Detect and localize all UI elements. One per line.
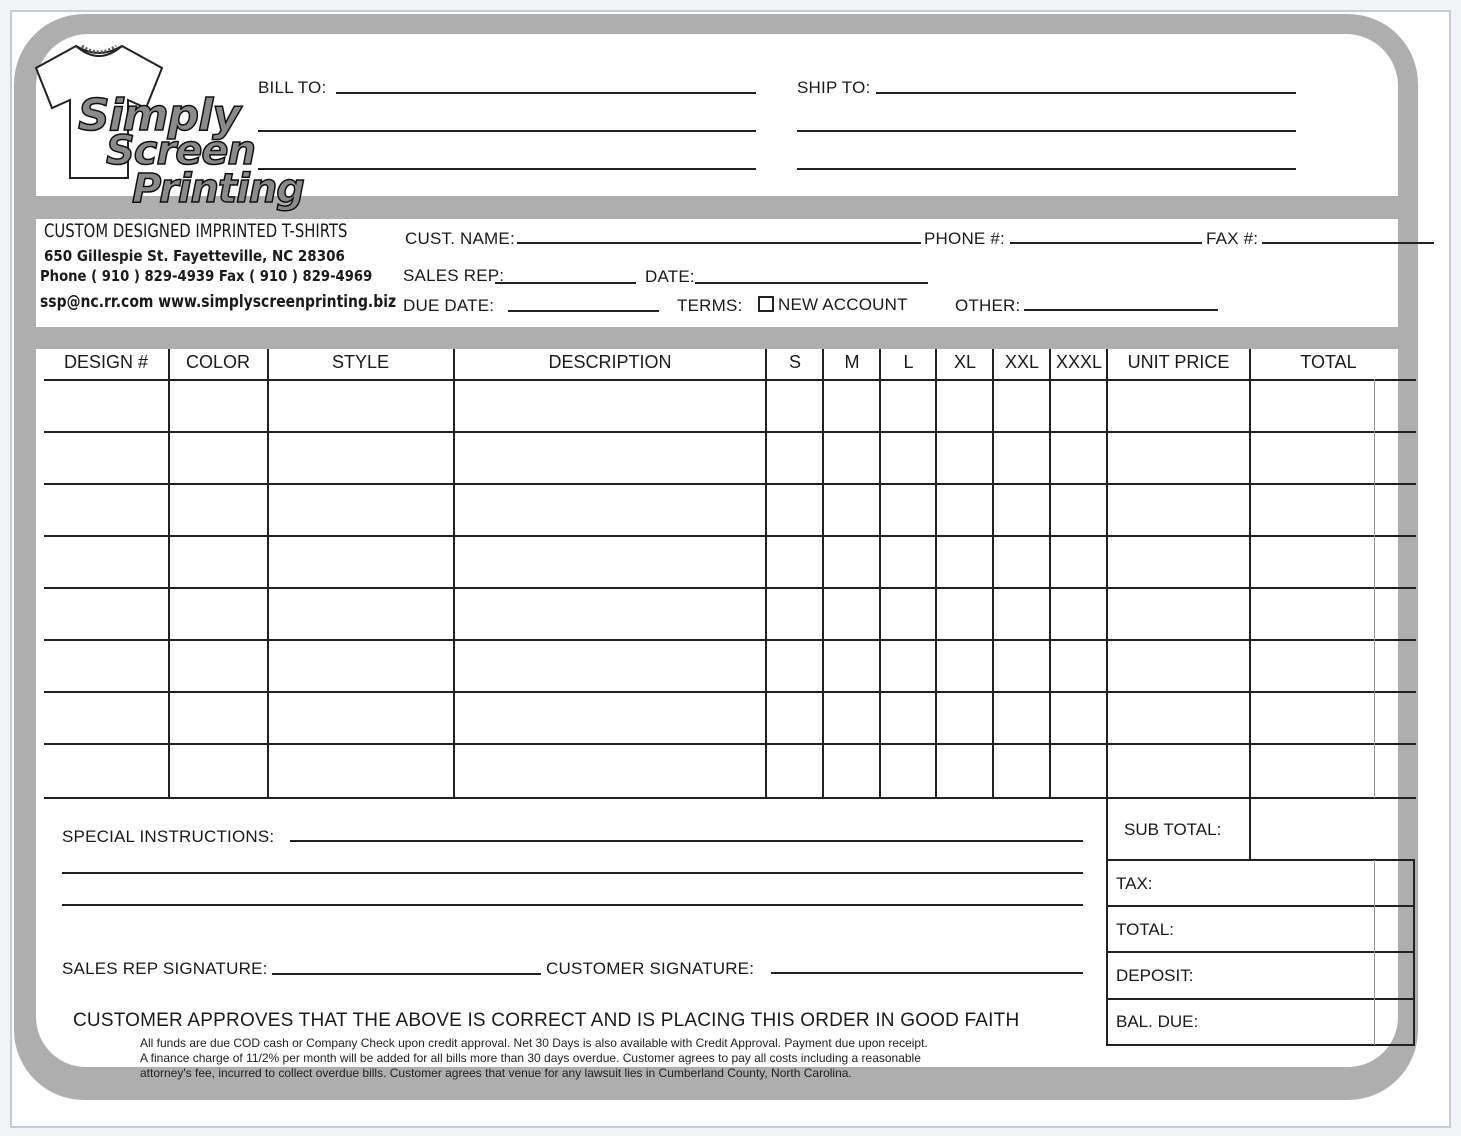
cust-name-line[interactable] [517,242,921,244]
sales-rep-signature-label: SALES REP SIGNATURE: [62,959,268,978]
ship-to-line-2[interactable] [797,130,1296,132]
cents-divider [1374,860,1375,1045]
col-header-description: DESCRIPTION [548,352,672,372]
new-account-checkbox[interactable] [758,295,908,315]
table-row[interactable] [44,431,1416,433]
business-email-web: ssp@nc.rr.com www.simplyscreenprinting.biz [40,292,397,312]
cents-divider [1374,379,1375,798]
totals-rule [1106,905,1415,907]
table-row[interactable] [44,587,1416,589]
totals-rule [1106,1044,1415,1046]
col-header-s: S [788,352,801,372]
table-row[interactable] [44,483,1416,485]
special-instructions-line-3[interactable] [62,904,1083,906]
col-header-style: STYLE [331,352,390,372]
fine-print-line: attorney's fee, incurred to collect overdue bills. Customer agrees that venue for any lawsuit lies in Cumberland County, North Carolina. [140,1066,852,1080]
sub-total-label: SUB TOTAL: [1124,820,1222,839]
customer-signature-label: CUSTOMER SIGNATURE: [546,959,755,978]
other-label: OTHER: [955,296,1021,315]
col-divider [992,349,994,798]
col-header-xl: XL [953,352,977,372]
col-divider [453,349,455,798]
totals-rule [1106,859,1415,861]
ship-to-line-1[interactable] [876,92,1296,94]
due-date-label: DUE DATE: [403,296,495,315]
bal-due-label: BAL. DUE: [1116,1012,1199,1031]
col-header-xxl: XXL [1004,352,1040,372]
sales-rep-line[interactable] [495,282,636,284]
customer-signature-line[interactable] [771,972,1083,974]
col-header-color: COLOR [185,352,250,372]
logo-line-printing: Printing [132,166,304,212]
bill-to-line-2[interactable] [258,130,756,132]
col-divider [822,349,824,798]
bill-to-line-3[interactable] [258,168,756,170]
table-header-rule [44,379,1416,381]
totals-rule [1106,998,1415,1000]
checkbox-icon[interactable] [758,296,774,312]
logo-line-simply: Simply [78,90,240,141]
sales-rep-label: SALES REP: [403,266,505,285]
totals-rule [1106,951,1415,953]
col-divider [1249,349,1251,860]
cust-name-label: CUST. NAME: [405,229,515,248]
due-date-line[interactable] [508,310,659,312]
date-label: DATE: [645,267,695,286]
logo-line-screen: Screen [106,128,255,174]
terms-label: TERMS: [677,296,743,315]
deposit-label: DEPOSIT: [1116,966,1194,985]
table-row[interactable] [44,743,1416,745]
col-divider [1049,349,1051,798]
date-line[interactable] [695,282,928,284]
table-row[interactable] [44,691,1416,693]
col-divider [1106,349,1108,798]
col-header-l: L [903,352,914,372]
phone-label: PHONE #: [924,229,1005,248]
fine-print [140,1036,1040,1081]
fine-print-line: A finance charge of 11/2% per month will be added for all bills more than 30 days overdue. Customer agrees to pay all costs including a reasonable [140,1051,921,1065]
bill-to-line-1[interactable] [336,92,756,94]
special-instructions-line-1[interactable] [290,840,1083,842]
sales-rep-signature-line[interactable] [272,973,541,975]
total-label: TOTAL: [1116,920,1174,939]
phone-line[interactable] [1010,242,1202,244]
other-line[interactable] [1024,309,1218,311]
col-divider [765,349,767,798]
col-header-total: TOTAL [1300,352,1357,372]
business-tagline: CUSTOM DESIGNED IMPRINTED T-SHIRTS [44,220,348,242]
totals-left-border [1106,798,1108,1046]
approval-statement: CUSTOMER APPROVES THAT THE ABOVE IS CORRECT AND IS PLACING THIS ORDER IN GOOD FAITH [73,1010,1020,1031]
bill-to-label: BILL TO: [258,78,327,97]
col-header-xxxl: XXXL [1055,352,1103,372]
fax-label: FAX #: [1206,229,1259,248]
table-row[interactable] [44,639,1416,641]
table-row[interactable] [44,797,1416,799]
tax-label: TAX: [1116,874,1153,893]
col-divider [168,349,170,798]
special-instructions-line-2[interactable] [62,872,1083,874]
col-header-m: M [844,352,860,372]
new-account-label: NEW ACCOUNT [778,295,908,314]
col-divider [879,349,881,798]
fax-line[interactable] [1262,242,1434,244]
special-instructions-label: SPECIAL INSTRUCTIONS: [62,827,275,846]
col-divider [935,349,937,798]
fine-print-line: All funds are due COD cash or Company Check upon credit approval. Net 30 Days is also available with Credit Approval. Payment due upon receipt. [140,1036,928,1050]
business-phone-fax: Phone ( 910 ) 829-4939 Fax ( 910 ) 829-4969 [40,267,373,285]
ship-to-label: SHIP TO: [797,78,871,97]
ship-to-line-3[interactable] [797,168,1296,170]
business-address: 650 Gillespie St. Fayetteville, NC 28306 [44,247,345,265]
table-row[interactable] [44,535,1416,537]
col-divider [267,349,269,798]
col-header-unit-price: UNIT PRICE [1127,352,1230,372]
col-header-design: DESIGN # [63,352,149,372]
